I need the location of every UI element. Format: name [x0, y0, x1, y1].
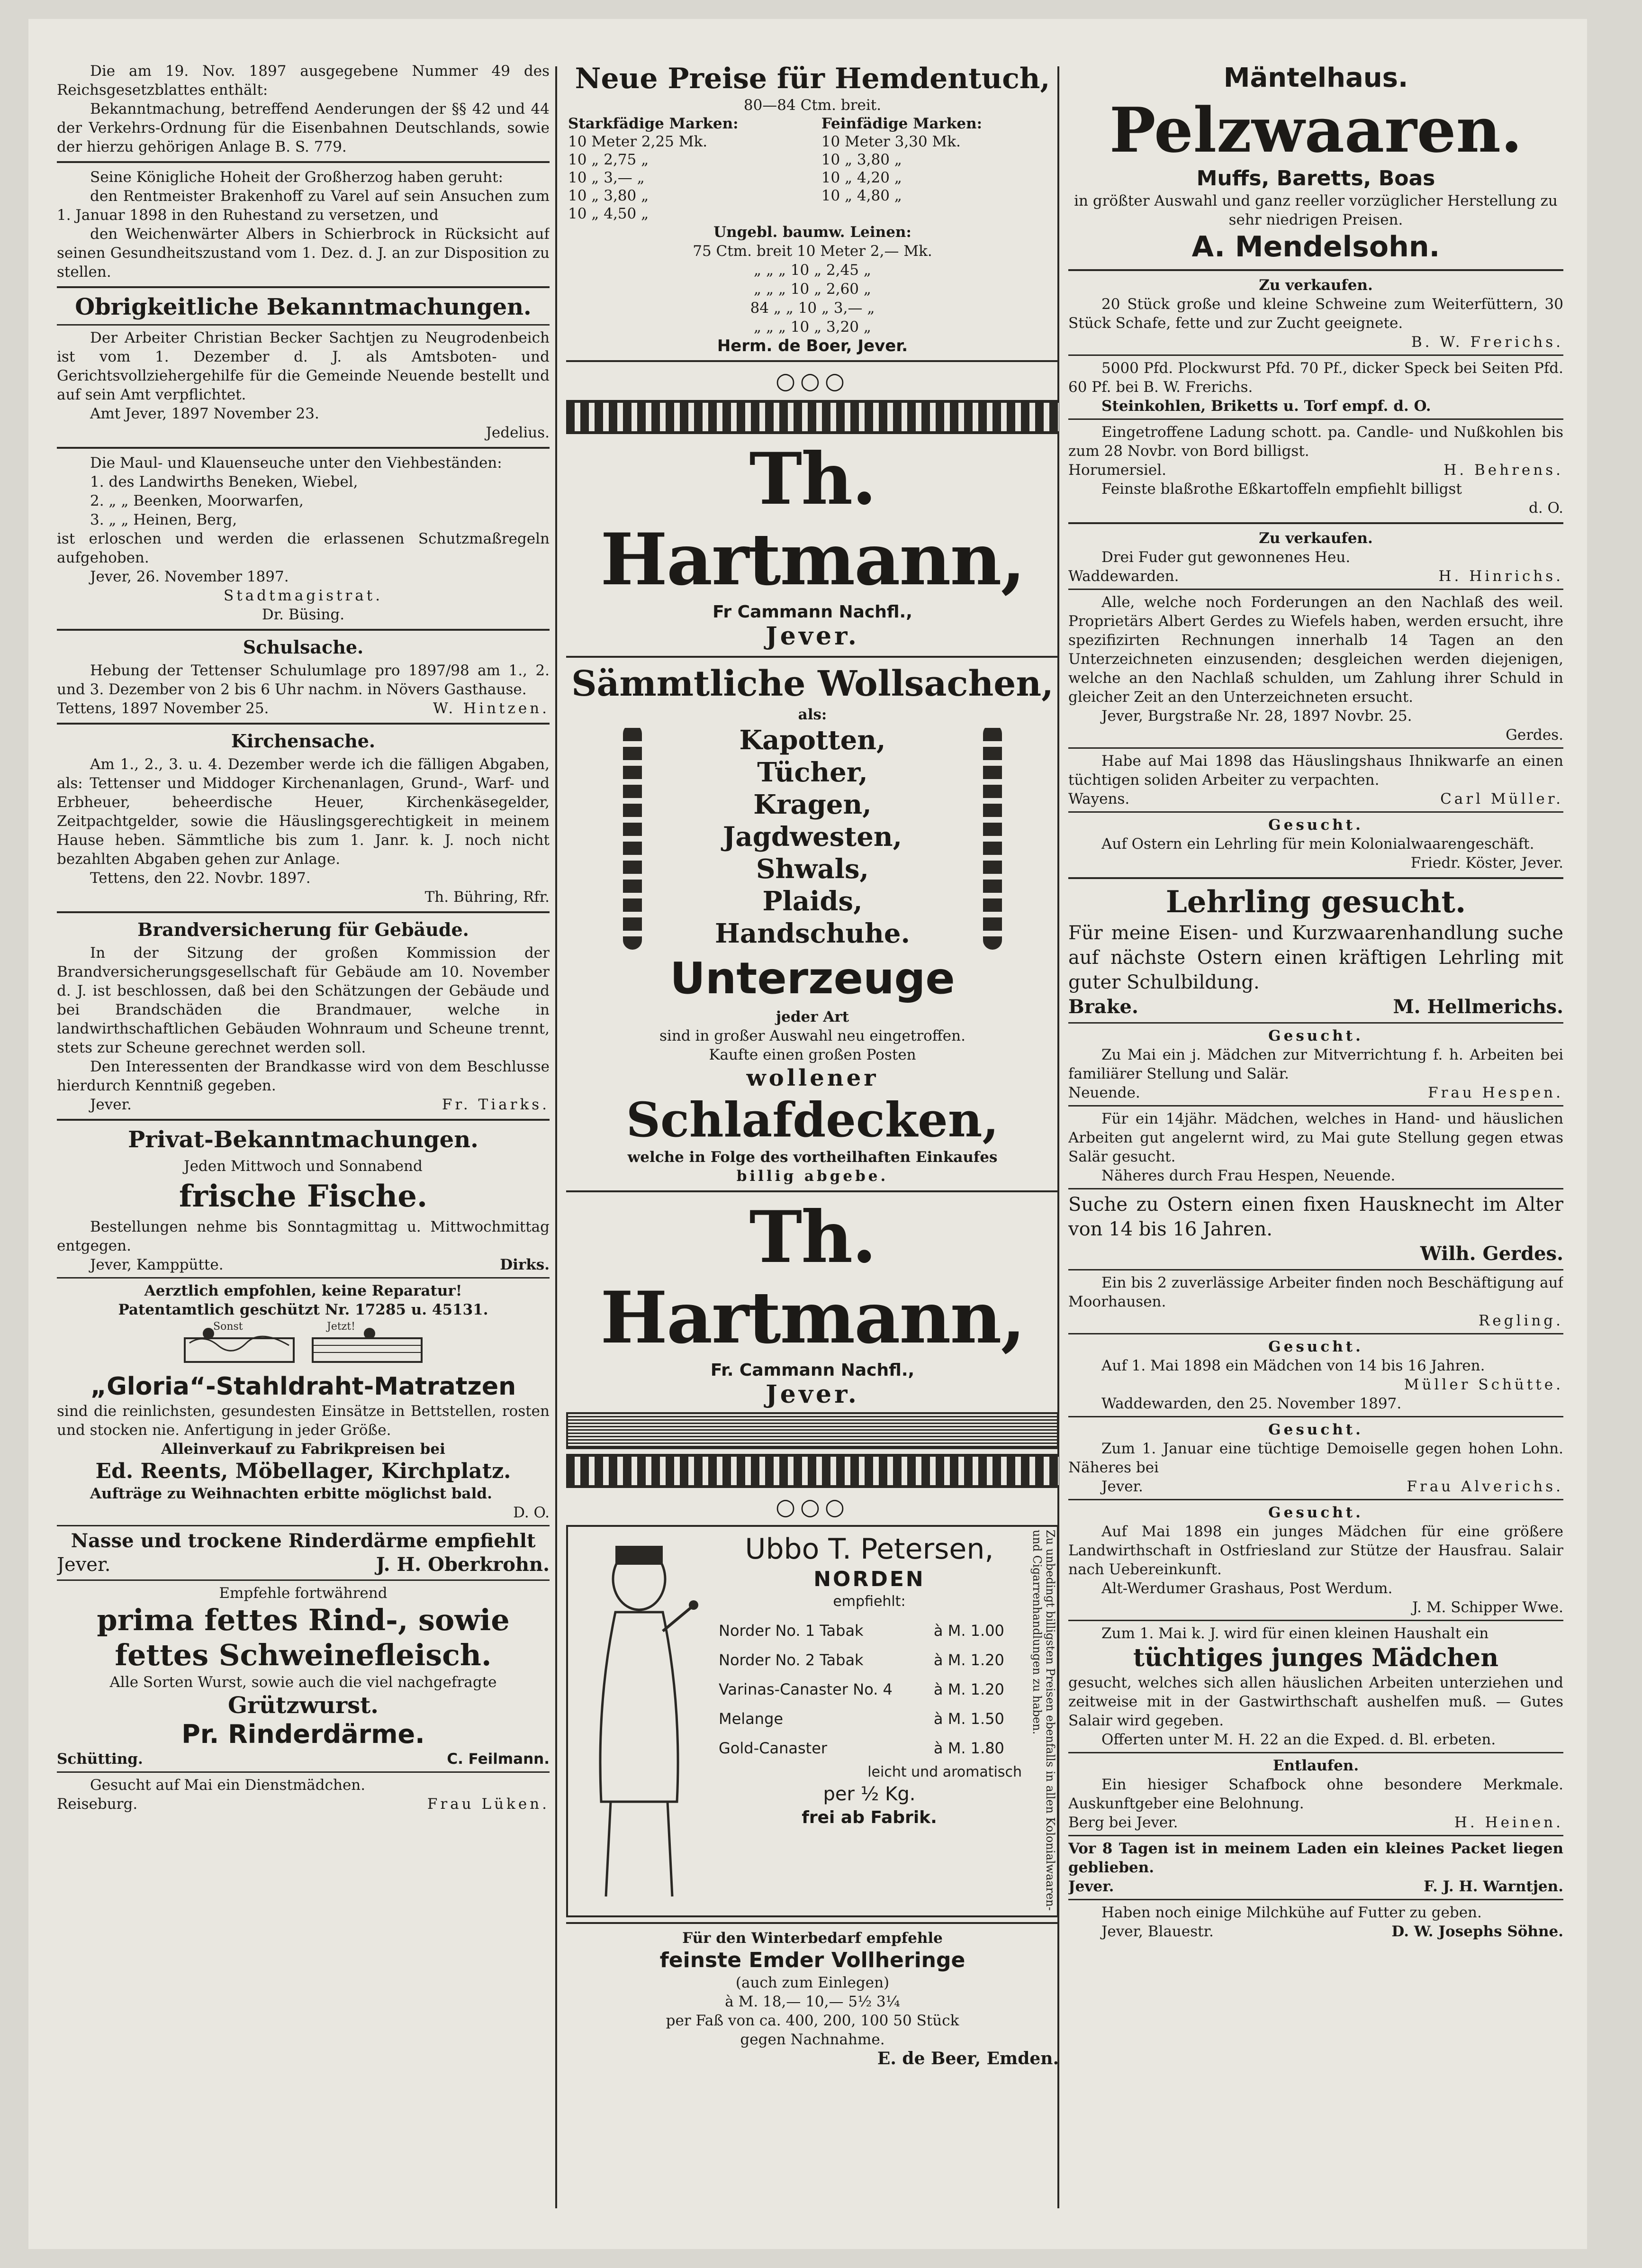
heu-place: Waddewarden.: [1068, 568, 1179, 585]
becker-notice: Der Arbeiter Christian Becker Sachtjen zu Neugrodenbeich ist vom 1. Dezember d. J. als Amtsboten- und Gerichtsvollziehergehilfe für die Gemeinde Neuende bestellt und auf sein Amt verpflichtet.: [57, 329, 550, 403]
table-row: [717, 1704, 1022, 1733]
table-cell: à M. 1.20: [933, 1680, 1004, 1698]
haus-signature: Carl Müller.: [1440, 790, 1563, 807]
gesucht6-heading: Gesucht.: [1268, 1504, 1363, 1521]
list-item: Tücher,: [757, 757, 868, 788]
packet-footer: [1068, 1877, 1563, 1896]
divider: [566, 1190, 1059, 1192]
rind-pr-rinderdarme: Pr. Rinderdärme.: [181, 1719, 425, 1749]
fisch-footer: [57, 1255, 550, 1274]
divider: [57, 447, 550, 449]
mendelsohn-firm: A. Mendelsohn.: [1191, 230, 1440, 263]
gesucht5-text: Zum 1. Januar eine tüchtige Demoiselle gegen hohen Lohn. Näheres bei: [1068, 1440, 1563, 1476]
divider: [57, 286, 550, 288]
table-row: [566, 205, 1059, 223]
leinen-row: „ „ „ 10 „ 2,60 „: [754, 281, 871, 298]
lehrling-place: Brake.: [1068, 996, 1138, 1018]
lehrling-text: Für meine Eisen- und Kurzwaarenhandlung suche auf nächste Ostern einen kräftigen Lehrling mit guter Schulbildung.: [1068, 922, 1563, 993]
chain-ornament-right: [983, 724, 1002, 950]
kirchensache-heading: Kirchensache.: [231, 730, 376, 752]
heu-footer: [1068, 567, 1563, 586]
hering-firm: E. de Beer, Emden.: [877, 2049, 1059, 2068]
divider: [1068, 747, 1563, 749]
arbeiter-signature: Regling.: [1478, 1312, 1563, 1329]
list-item: Plaids,: [762, 886, 863, 917]
gesucht1-signature: Friedr. Köster, Jever.: [1410, 854, 1563, 871]
ornament-rings: ○○○: [776, 368, 849, 394]
hausknecht-text: Suche zu Ostern einen fixen Hausknecht im Alter von 14 bis 16 Jahren.: [1068, 1194, 1563, 1240]
wollsachen-title: Sämmtliche Wollsachen,: [571, 663, 1054, 704]
kartoffeln-text: Feinste blaßrothe Eßkartoffeln empfiehlt billigst: [1101, 481, 1462, 498]
gloria-weihnachten: Aufträge zu Weihnachten erbitte möglichst bald.: [90, 1485, 492, 1502]
entlaufen-heading: Entlaufen.: [1272, 1757, 1359, 1774]
milch-text: Haben noch einige Milchkühe auf Futter zu geben.: [1101, 1904, 1482, 1921]
divider: [1068, 1105, 1563, 1107]
table-row: [717, 1645, 1022, 1675]
list-item: Shwals,: [756, 853, 869, 885]
verkaufen-heading: Zu verkaufen.: [1259, 277, 1373, 294]
gesucht2-footer: [1068, 1083, 1563, 1102]
maedchen-line-2: gesucht, welches sich allen häuslichen Arbeiten unterziehen und zeitweise mit in der Gastwirthschaft aushelfen muß. — Gutes Salair wird gegeben.: [1068, 1674, 1563, 1729]
kohlen-text: Steinkohlen, Briketts u. Torf empf. d. O.: [1101, 398, 1431, 415]
divider: [57, 723, 550, 725]
table-cell: Norder No. 2 Tabak: [719, 1651, 864, 1669]
hering-line-1: Für den Winterbedarf empfehle: [682, 1930, 943, 1947]
seuche-item: 1. des Landwirths Beneken, Wiebel,: [90, 473, 358, 490]
unterzeuge-title: Unterzeuge: [670, 953, 955, 1004]
table-cell: 10 Meter 2,25 Mk.: [568, 133, 708, 150]
maedchen-line-3: Offerten unter M. H. 22 an die Exped. d. Bl. erbeten.: [1101, 1731, 1496, 1748]
divider: [1068, 1620, 1563, 1621]
gesucht5-footer: [1068, 1477, 1563, 1496]
divider: [1068, 1499, 1563, 1500]
divider: [1068, 522, 1563, 524]
maedchen-line-1: Zum 1. Mai k. J. wird für einen kleinen Haushalt ein: [1101, 1625, 1489, 1642]
fisch-line-1: Jeden Mittwoch und Sonnabend: [184, 1158, 423, 1175]
list-item: Kragen,: [753, 789, 872, 820]
divider: [566, 1922, 1059, 1924]
tobacco-price-table: [717, 1616, 1022, 1763]
smoker-illustration-svg: [577, 1536, 701, 1906]
hemd-price-table: [566, 115, 1059, 223]
hemd-header-2: Feinfädige Marken:: [821, 115, 983, 132]
dienst-place: Reiseburg.: [57, 1796, 138, 1813]
table-row: [717, 1675, 1022, 1704]
gesucht6-signature-2: J. M. Schipper Wwe.: [1412, 1599, 1563, 1616]
grossherzog-intro: Seine Königliche Hoheit der Großherzog haben geruht:: [90, 169, 503, 186]
table-row: [717, 1733, 1022, 1763]
dienst-signature: Frau Lüken.: [427, 1796, 550, 1813]
tobacco-firm: Ubbo T. Petersen,: [745, 1533, 994, 1566]
schulsache-signature: W. Hintzen.: [433, 700, 550, 717]
nachlass-signature: Gerdes.: [1506, 726, 1563, 744]
kirchensache-signature: Th. Bühring, Rfr.: [424, 889, 550, 906]
chain-ornament-left: [623, 724, 642, 950]
unterzeuge-line-1: jeder Art: [776, 1008, 849, 1025]
kirchensache-date: Tettens, den 22. Novbr. 1897.: [90, 870, 311, 887]
gesucht1-text: Auf Ostern ein Lehrling für mein Kolonialwaarengeschäft.: [1101, 835, 1534, 853]
newspaper-page: [28, 19, 1587, 2249]
ornament-band-2: [566, 1412, 1059, 1449]
divider: [1068, 1269, 1563, 1270]
brandversicherung-footer: [57, 1095, 550, 1114]
fisch-place: Jever, Kamppütte.: [90, 1256, 224, 1273]
tobacco-ad: [566, 1525, 1059, 1917]
gesucht6-signature: Alt-Werdumer Grashaus, Post Werdum.: [1101, 1580, 1393, 1597]
gesucht6-text: Auf Mai 1898 ein junges Mädchen für eine größere Landwirthschaft in Ostfriesland zur Stütze der Hausfrau. Salair nach Uebereinkunft.: [1068, 1523, 1563, 1578]
ladung-place: Horumersiel.: [1068, 462, 1166, 479]
hering-prices: à M. 18,— 10,— 5½ 3¼: [725, 1993, 900, 2010]
table-row: [566, 151, 1059, 169]
schlafdecken-line-2: billig abgebe.: [736, 1168, 889, 1185]
divider: [1068, 1835, 1563, 1836]
rinderdarm-line: Nasse und trockene Rinderdärme empfiehlt: [71, 1530, 536, 1552]
ladung-text: Eingetroffene Ladung schott. pa. Candle- und Nußkohlen bis zum 28 Novbr. von Bord billigst.: [1068, 424, 1563, 460]
smoker-illustration: [568, 1527, 710, 1915]
tobacco-city: NORDEN: [813, 1567, 925, 1591]
table-cell: 10 „ 3,80 „: [568, 187, 649, 204]
list-item: Handschuhe.: [715, 918, 910, 949]
pelzwaaren-title: Pelzwaaren.: [1109, 94, 1523, 166]
seuche-item: 3. „ „ Heinen, Berg,: [90, 511, 237, 528]
haus-place: Wayens.: [1068, 790, 1130, 807]
nachlass-date: Jever, Burgstraße Nr. 28, 1897 Novbr. 25.: [1101, 708, 1412, 725]
gloria-line-2: Patentamtlich geschützt Nr. 17285 u. 45131.: [118, 1301, 488, 1318]
schulsache-text: Hebung der Tettenser Schulumlage pro 1897/98 am 1., 2. und 3. Dezember von 2 bis 6 Uhr nachm. in Növers Gasthause.: [57, 662, 550, 698]
divider: [1068, 1188, 1563, 1189]
milch-footer: [1068, 1922, 1563, 1941]
wollsachen-list-block: [566, 724, 1059, 950]
mattress-label-left: Sonst: [213, 1321, 243, 1333]
gesucht2-heading: Gesucht.: [1268, 1027, 1363, 1044]
ladung-signature: H. Behrens.: [1444, 462, 1563, 479]
divider: [57, 161, 550, 163]
rind-gruetzwurst: Grützwurst.: [227, 1692, 379, 1719]
haus-text: Habe auf Mai 1898 das Häuslingshaus Ihnikwarfe an einen tüchtigen soliden Arbeiter zu verpachten.: [1068, 753, 1563, 789]
table-cell: Varinas-Canaster No. 4: [719, 1680, 893, 1698]
hartmann2-place: Jever.: [766, 1380, 859, 1409]
wollsachen-als: als:: [798, 706, 827, 723]
table-cell: [820, 205, 1059, 223]
obrigkeit-heading: Obrigkeitliche Bekanntmachungen.: [75, 294, 532, 320]
gesucht3-signature: Näheres durch Frau Hespen, Neuende.: [1101, 1167, 1396, 1184]
leinen-row: 75 Ctm. breit 10 Meter 2,— Mk.: [693, 243, 932, 260]
gesucht4-text: Auf 1. Mai 1898 ein Mädchen von 14 bis 16 Jahren.: [1101, 1357, 1485, 1374]
divider: [1068, 1899, 1563, 1900]
gesucht4-date: Waddewarden, den 25. November 1897.: [1101, 1395, 1402, 1412]
entlaufen-signature: H. Heinen.: [1454, 1814, 1563, 1831]
column-right: [1068, 62, 1563, 1941]
pelzwaaren-items: Muffs, Baretts, Boas: [1196, 166, 1435, 191]
leinen-row: 84 „ „ 10 „ 3,— „: [750, 299, 875, 317]
lehrling-footer: [1068, 995, 1563, 1019]
grossherzog-text-1: den Rentmeister Brakenhoff zu Varel auf sein Ansuchen zum 1. Januar 1898 in den Ruhestand zu versetzen, und: [57, 188, 550, 224]
reichsgesetz-text: Bekanntmachung, betreffend Aenderungen der §§ 42 und 44 der Verkehrs-Ordnung für die Eisenbahnen Deutschlands, sowie der hierzu gehörigen Anlage B. S. 779.: [57, 100, 550, 155]
divider: [1068, 811, 1563, 813]
table-cell: 10 „ 4,50 „: [568, 205, 649, 222]
schulsache-footer: [57, 699, 550, 718]
table-cell: 10 „ 2,75 „: [568, 151, 649, 168]
mantelhaus-title: Mäntelhaus.: [1223, 63, 1408, 93]
tobacco-empfiehlt: empfiehlt:: [833, 1593, 906, 1610]
tobacco-note: leicht und aromatisch: [867, 1764, 1022, 1780]
hausknecht-signature: Wilh. Gerdes.: [1420, 1243, 1563, 1265]
ornament-band-3: [566, 1454, 1059, 1488]
leinen-row: „ „ „ 10 „ 2,45 „: [754, 262, 871, 279]
packet-signature: F. J. H. Warntjen.: [1424, 1878, 1563, 1895]
rind-place: Schütting.: [57, 1751, 143, 1768]
unterzeuge-line-3: Kaufte einen großen Posten: [709, 1046, 916, 1063]
fisch-signature: Dirks.: [500, 1256, 550, 1273]
rind-line-1: Empfehle fortwährend: [219, 1585, 388, 1602]
table-row: [566, 169, 1059, 187]
verkaufen-text: 20 Stück große und kleine Schweine zum Weiterfüttern, 30 Stück Schafe, fette und zur Zucht geeignete.: [1068, 296, 1563, 332]
dienst-footer: [57, 1795, 550, 1814]
divider: [1068, 1022, 1563, 1024]
kartoffeln-signature: d. O.: [1528, 499, 1563, 517]
reichsgesetz-intro: Die am 19. Nov. 1897 ausgegebene Nummer 49 des Reichsgesetzblattes enthält:: [57, 63, 550, 99]
divider: [57, 324, 550, 326]
table-row: [566, 115, 1059, 133]
hartmann-name: Th. Hartmann,: [600, 437, 1025, 601]
tobacco-per: per ½ Kg.: [823, 1783, 916, 1805]
column-left: [57, 62, 550, 1814]
mattress-illustration: [57, 1319, 550, 1371]
ladung-footer: [1068, 461, 1563, 480]
gloria-text: sind die reinlichsten, gesundesten Einsätze in Bettstellen, rosten und stocken nie. Anfertigung in jeder Größe.: [57, 1403, 550, 1439]
rinderdarm-firm: J. H. Oberkrohn.: [376, 1553, 550, 1576]
hemd-firm: Herm. de Boer, Jever.: [717, 336, 908, 355]
table-cell: à M. 1.00: [933, 1622, 1004, 1640]
gesucht4-signature: Müller Schütte.: [1404, 1376, 1563, 1393]
rinderdarm-footer: [57, 1553, 550, 1577]
tobacco-side-text: Zu unbedingt billigsten Preisen ebenfalls in allen Kolonialwaaren- und Cigarrenhandlungen zu haben.: [1030, 1530, 1057, 1911]
wollsachen-items: [642, 724, 983, 950]
brandversicherung-heading: Brandversicherung für Gebäude.: [137, 919, 469, 940]
divider: [57, 1771, 550, 1773]
table-cell: Gold-Canaster: [719, 1739, 828, 1757]
fisch-line-2: Bestellungen nehme bis Sonntagmittag u. Mittwochmittag entgegen.: [57, 1218, 550, 1254]
pelzwaaren-text: in größter Auswahl und ganz reeller vorzüglicher Herstellung zu sehr niedrigen Preisen.: [1074, 192, 1558, 228]
kirchensache-text: Am 1., 2., 3. u. 4. Dezember werde ich die fälligen Abgaben, als: Tettenser und Middoger Kirchenanlagen, Grund-, Warf- und Erbheuer, beheerdische Heuer, Kirchenkäsegelder, Zeitpachtgelder, sowie die Häuslingsgerechtigkeit in meinem Hause heben. Sämmtliche bis zum 1. Janr. k. J. noch nicht bezahlten Abgaben gehen zur Anlage.: [57, 756, 550, 868]
seuche-item: 2. „ „ Beenken, Moorwarfen,: [90, 492, 304, 509]
gesucht2-signature: Frau Hespen.: [1428, 1084, 1563, 1101]
hering-nachnahme: gegen Nachnahme.: [740, 2031, 885, 2048]
divider: [57, 1277, 550, 1279]
table-cell: 10 Meter 3,30 Mk.: [821, 133, 961, 150]
ornament-band: [566, 400, 1059, 434]
rind-footer: [57, 1750, 550, 1769]
gloria-line-1: Aerztlich empfohlen, keine Reparatur!: [144, 1282, 462, 1299]
gesucht5-place: Jever.: [1101, 1478, 1143, 1495]
maedchen-headline: tüchtiges junges Mädchen: [1133, 1643, 1499, 1672]
hemd-subtitle: 80—84 Ctm. breit.: [743, 97, 882, 114]
plockwurst-text: 5000 Pfd. Plockwurst Pfd. 70 Pf., dicker Speck bei Seiten Pfd. 60 Pf. bei B. W. Frerichs.: [1068, 360, 1563, 396]
table-cell: à M. 1.80: [933, 1739, 1004, 1757]
hartmann2-sub: Fr. Cammann Nachfl.,: [710, 1361, 915, 1380]
milch-signature: D. W. Josephs Söhne.: [1391, 1923, 1563, 1940]
milch-place: Jever, Blauestr.: [1101, 1923, 1214, 1940]
table-cell: Norder No. 1 Tabak: [719, 1622, 864, 1640]
rind-line-2: Alle Sorten Wurst, sowie auch die viel nachgefragte: [109, 1674, 497, 1691]
gloria-headline: „Gloria“-Stahldraht-Matratzen: [90, 1372, 516, 1401]
brand-place: Jever.: [90, 1096, 132, 1113]
entlaufen-text: Ein hiesiger Schafbock ohne besondere Merkmale. Auskunftgeber eine Belohnung.: [1068, 1776, 1563, 1812]
divider: [57, 629, 550, 631]
heu-text: Drei Fuder gut gewonnenes Heu.: [1101, 549, 1351, 566]
hartmann2-name: Th. Hartmann,: [600, 1196, 1025, 1360]
hemd-header-1: Starkfädige Marken:: [568, 115, 739, 132]
mattress-illustration-svg: [171, 1319, 436, 1371]
gloria-firm: Ed. Reents, Möbellager, Kirchplatz.: [95, 1459, 511, 1483]
brandversicherung-text-2: Den Interessenten der Brandkasse wird von dem Beschlusse hierdurch Kenntniß gegeben.: [57, 1058, 550, 1094]
haus-footer: [1068, 789, 1563, 808]
table-cell: à M. 1.20: [933, 1651, 1004, 1669]
dienst-line: Gesucht auf Mai ein Dienstmädchen.: [90, 1777, 366, 1794]
verkaufen2-heading: Zu verkaufen.: [1259, 530, 1373, 547]
hering-per: per Faß von ca. 400, 200, 100 50 Stück: [666, 2012, 959, 2029]
tobacco-ad-body: [710, 1527, 1029, 1915]
divider: [1068, 1416, 1563, 1417]
gesucht4-heading: Gesucht.: [1268, 1338, 1363, 1355]
rind-firm: C. Feilmann.: [447, 1751, 550, 1768]
table-cell: 10 „ 4,20 „: [821, 169, 902, 186]
column-middle: [566, 62, 1059, 2068]
gloria-verkauf: Alleinverkauf zu Fabrikpreisen bei: [161, 1441, 445, 1458]
table-cell: Melange: [719, 1710, 784, 1728]
hering-line-3: (auch zum Einlegen): [735, 1974, 890, 1991]
schlafdecken-title: Schlafdecken,: [626, 1092, 999, 1148]
unterzeuge-wollener: wollener: [746, 1065, 879, 1091]
mattress-label-right: Jetzt!: [327, 1321, 355, 1333]
gesucht5-heading: Gesucht.: [1268, 1421, 1363, 1438]
divider: [566, 656, 1059, 658]
entlaufen-place: Berg bei Jever.: [1068, 1814, 1178, 1831]
entlaufen-footer: [1068, 1813, 1563, 1832]
table-cell: 10 „ 3,80 „: [821, 151, 902, 168]
hartmann-sub: Fr Cammann Nachfl.,: [713, 602, 912, 622]
divider: [1068, 269, 1563, 271]
amt-date: Amt Jever, 1897 November 23.: [90, 405, 319, 422]
hemd-title: Neue Preise für Hemdentuch,: [575, 62, 1050, 95]
table-cell: 10 „ 3,— „: [568, 169, 645, 186]
nachlass-text: Alle, welche noch Forderungen an den Nachlaß des weil. Proprietärs Albert Gerdes zu Wiefels haben, werden ersucht, ihre spezifizirten Rechnungen innerhalb 14 Tagen an den Unterzeichneten einzusenden; desgleichen werden diejenigen, welche an den Nachlaß schulden, um Zahlung ihrer Schuld in gleicher Zeit an den Unterzeichneten ersucht.: [1068, 594, 1563, 706]
list-item: Kapotten,: [739, 725, 886, 756]
packet-place: Jever.: [1068, 1878, 1114, 1895]
ornament-rings-2: ○○○: [776, 1494, 849, 1520]
table-row: [566, 187, 1059, 205]
divider: [1068, 354, 1563, 356]
gloria-do: D. O.: [513, 1504, 550, 1521]
grossherzog-text-2: den Weichenwärter Albers in Schierbrock in Rücksicht auf seinen Gesundheitszustand vom 1. Dez. d. J. an zur Disposition zu stellen.: [57, 226, 550, 281]
hartmann-place: Jever.: [766, 622, 859, 651]
seuche-end: ist erloschen und werden die erlassenen Schutzmaßregeln aufgehoben.: [57, 530, 550, 566]
divider: [57, 1119, 550, 1121]
rind-headline: prima fettes Rind-, sowie fettes Schweinefleisch.: [97, 1603, 510, 1672]
verkaufen-signature: B. W. Frerichs.: [1411, 334, 1563, 351]
leinen-title: Ungebl. baumw. Leinen:: [713, 224, 911, 241]
divider: [57, 1579, 550, 1581]
table-row: [717, 1616, 1022, 1645]
seuche-authority: Stadtmagistrat.: [223, 587, 383, 604]
divider: [57, 911, 550, 913]
table-cell: à M. 1.50: [933, 1710, 1004, 1728]
divider: [1068, 418, 1563, 420]
divider: [1068, 589, 1563, 590]
schulsache-date: Tettens, 1897 November 25.: [57, 700, 269, 717]
fisch-headline: frische Fische.: [179, 1179, 428, 1214]
gesucht1-heading: Gesucht.: [1268, 816, 1363, 834]
unterzeuge-line-2: sind in großer Auswahl neu eingetroffen.: [659, 1027, 965, 1044]
packet-text: Vor 8 Tagen ist in meinem Laden ein kleines Packet liegen geblieben.: [1068, 1840, 1563, 1876]
list-item: Jagdwesten,: [722, 821, 902, 853]
divider: [1068, 1752, 1563, 1753]
gesucht2-text: Zu Mai ein j. Mädchen zur Mitverrichtung f. h. Arbeiten bei familiärer Stellung und Salär.: [1068, 1046, 1563, 1082]
table-cell: 10 „ 4,80 „: [821, 187, 902, 204]
divider: [1068, 877, 1563, 879]
schlafdecken-line-1: welche in Folge des vortheilhaften Einkaufes: [627, 1149, 998, 1166]
leinen-row: „ „ „ 10 „ 3,20 „: [754, 318, 871, 336]
seuche-signature: Dr. Büsing.: [262, 606, 345, 623]
gesucht2-place: Neuende.: [1068, 1084, 1140, 1101]
schulsache-heading: Schulsache.: [243, 636, 364, 658]
seuche-intro: Die Maul- und Klauenseuche unter den Viehbeständen:: [90, 454, 502, 472]
lehrling-heading: Lehrling gesucht.: [1165, 884, 1466, 920]
gesucht5-signature: Frau Alverichs.: [1407, 1478, 1563, 1495]
arbeiter-text: Ein bis 2 zuverlässige Arbeiter finden noch Beschäftigung auf Moorhausen.: [1068, 1274, 1563, 1310]
divider: [1068, 1333, 1563, 1334]
privat-heading: Privat-Bekanntmachungen.: [128, 1126, 478, 1153]
lehrling-signature: M. Hellmerichs.: [1393, 996, 1563, 1018]
gesucht3-text: Für ein 14jähr. Mädchen, welches in Hand- und häuslichen Arbeiten gut angelernt wird, zu Mai gute Stellung gegen etwas Salär gesucht.: [1068, 1110, 1563, 1165]
heu-signature: H. Hinrichs.: [1438, 568, 1563, 585]
hering-headline: feinste Emder Vollheringe: [659, 1948, 965, 1972]
brand-signature: Fr. Tiarks.: [442, 1096, 550, 1113]
table-row: [566, 133, 1059, 151]
divider: [566, 360, 1059, 362]
brandversicherung-text: In der Sitzung der großen Kommission der Brandversicherungsgesellschaft für Gebäude am 10. November d. J. ist beschlossen, daß bei den Schätzungen der Gebäude und bei Brandschäden die Brandmauer, welche in landwirthschaftlichen Gebäuden Wohnraum und Scheune trennt, stets zur Scheune gerechnet werden soll.: [57, 944, 550, 1056]
column-rule-left: [555, 66, 557, 2208]
rinderdarm-place: Jever.: [57, 1554, 111, 1576]
seuche-date: Jever, 26. November 1897.: [90, 568, 289, 585]
divider: [57, 1525, 550, 1526]
amt-signature: Jedelius.: [486, 424, 550, 441]
tobacco-frei: frei ab Fabrik.: [802, 1808, 937, 1827]
